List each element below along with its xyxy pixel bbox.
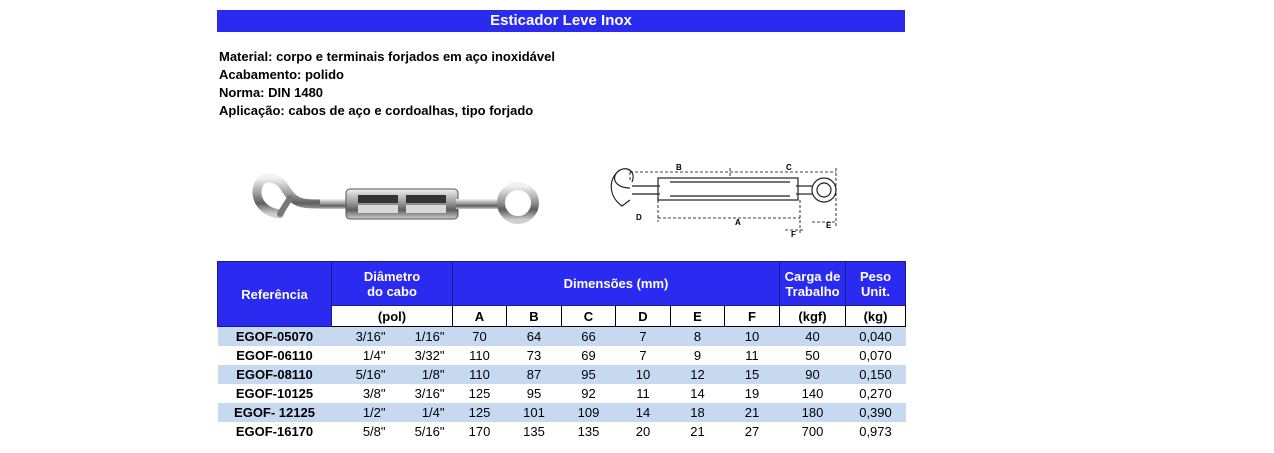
subheader-kg: (kg) [846, 306, 906, 327]
cell-e: 18 [671, 403, 725, 422]
cell-carga: 50 [805, 348, 820, 363]
header-carga-line2: Trabalho [785, 283, 840, 299]
header-carga [780, 262, 846, 306]
specs-block [219, 48, 555, 120]
cell-e: 9 [693, 348, 702, 363]
cell-ref: EGOF- 12125 [218, 403, 332, 422]
subheader-f: F [725, 306, 780, 327]
table-row [218, 365, 906, 384]
cell-b: 73 [526, 348, 542, 363]
cell-a: 70 [453, 327, 507, 347]
cell-ref: EGOF-16170 [235, 424, 314, 439]
cell-f: 11 [745, 348, 759, 363]
label-e: E [826, 221, 832, 230]
header-peso-line2: Unit. [861, 283, 890, 299]
label-f: F [791, 230, 796, 239]
spec-aplicacao: Aplicação: cabos de aço e cordoalhas, tipo forjado [219, 103, 534, 118]
cell-carga: 180 [780, 403, 846, 422]
subheader-a: A [453, 306, 507, 327]
cell-c: 135 [577, 424, 600, 439]
header-dimensoes: Dimensões (mm) [453, 262, 780, 306]
cell-e: 8 [671, 327, 725, 347]
cell-d2: 1/8" [392, 365, 453, 384]
cell-peso: 0,390 [846, 403, 906, 422]
cell-d1: 5/16" [332, 365, 392, 384]
cell-a: 170 [468, 424, 491, 439]
subheader-c: C [562, 306, 616, 327]
cell-carga: 90 [780, 365, 846, 384]
cell-f: 15 [725, 365, 780, 384]
cell-f: 19 [744, 386, 760, 401]
cell-d: 7 [639, 348, 647, 363]
label-d: D [636, 213, 642, 222]
cell-b: 101 [507, 403, 562, 422]
cell-d: 11 [636, 386, 650, 401]
cell-b: 95 [526, 386, 542, 401]
cell-d1: 5/8" [362, 424, 386, 439]
subheader-b: B [507, 306, 562, 327]
spec-norma: Norma: DIN 1480 [219, 85, 324, 100]
cell-ref: EGOF-06110 [236, 348, 313, 363]
cell-peso: 0,973 [859, 424, 892, 439]
cell-ref: EGOF-05070 [218, 327, 332, 347]
cell-d1: 1/4" [362, 348, 386, 363]
cell-d1: 3/8" [362, 386, 386, 401]
cell-carga: 140 [801, 386, 824, 401]
subheader-e: E [671, 306, 725, 327]
cell-d: 20 [635, 424, 651, 439]
spec-acabamento: Acabamento: polido [219, 67, 344, 82]
cell-b: 135 [523, 424, 545, 439]
subheader-kgf: (kgf) [780, 306, 846, 327]
header-diametro [332, 262, 453, 306]
cell-d2: 1/4" [392, 403, 453, 422]
header-peso-line1: Peso [859, 268, 892, 284]
subheader-d: D [616, 306, 671, 327]
product-photo [250, 168, 550, 238]
cell-d: 7 [616, 327, 671, 347]
cell-ref: EGOF-10125 [235, 386, 314, 401]
cell-peso: 0,270 [859, 386, 892, 401]
table-row [218, 327, 906, 347]
cell-c: 66 [562, 327, 616, 347]
label-c: C [786, 163, 792, 172]
cell-carga: 40 [780, 327, 846, 347]
cell-ref: EGOF-08110 [218, 365, 332, 384]
cell-b: 64 [507, 327, 562, 347]
cell-carga: 700 [801, 424, 824, 439]
page-title: Esticador Leve Inox [217, 10, 905, 32]
header-diametro-line1: Diâmetro [363, 268, 421, 284]
technical-drawing [600, 160, 850, 240]
cell-d2: 5/16" [414, 424, 445, 439]
cell-d1: 1/2" [332, 403, 392, 422]
header-referencia: Referência [218, 262, 332, 327]
cell-c: 109 [562, 403, 616, 422]
cell-d: 10 [616, 365, 671, 384]
label-a: A [735, 218, 741, 227]
table-row [218, 422, 906, 441]
cell-a: 125 [468, 386, 491, 401]
table-row [218, 346, 906, 365]
label-b: B [676, 163, 682, 172]
cell-c: 69 [581, 348, 596, 363]
spec-table [217, 261, 906, 441]
cell-d2: 3/16" [414, 386, 445, 401]
cell-peso: 0,040 [846, 327, 906, 347]
cell-a: 125 [453, 403, 507, 422]
cell-d2: 1/16" [392, 327, 453, 347]
cell-b: 87 [507, 365, 562, 384]
table-row [218, 403, 906, 422]
table-row [218, 384, 906, 403]
cell-d: 14 [616, 403, 671, 422]
cell-a: 110 [453, 365, 507, 384]
cell-peso: 0,070 [859, 348, 892, 363]
cell-f: 21 [725, 403, 780, 422]
cell-e: 14 [690, 386, 705, 401]
cell-a: 110 [469, 348, 490, 363]
cell-e: 12 [671, 365, 725, 384]
cell-f: 27 [744, 424, 760, 439]
header-carga-line1: Carga de [784, 268, 841, 284]
cell-peso: 0,150 [846, 365, 906, 384]
cell-d1: 3/16" [332, 327, 392, 347]
header-diametro-line2: do cabo [367, 283, 417, 299]
subheader-pol: (pol) [332, 306, 453, 327]
cell-d2: 3/32" [414, 348, 445, 363]
spec-material: Material: corpo e terminais forjados em aço inoxidável [219, 49, 555, 64]
cell-c: 95 [562, 365, 616, 384]
cell-c: 92 [581, 386, 596, 401]
header-peso [846, 262, 906, 306]
cell-f: 10 [725, 327, 780, 347]
cell-e: 21 [690, 424, 705, 439]
